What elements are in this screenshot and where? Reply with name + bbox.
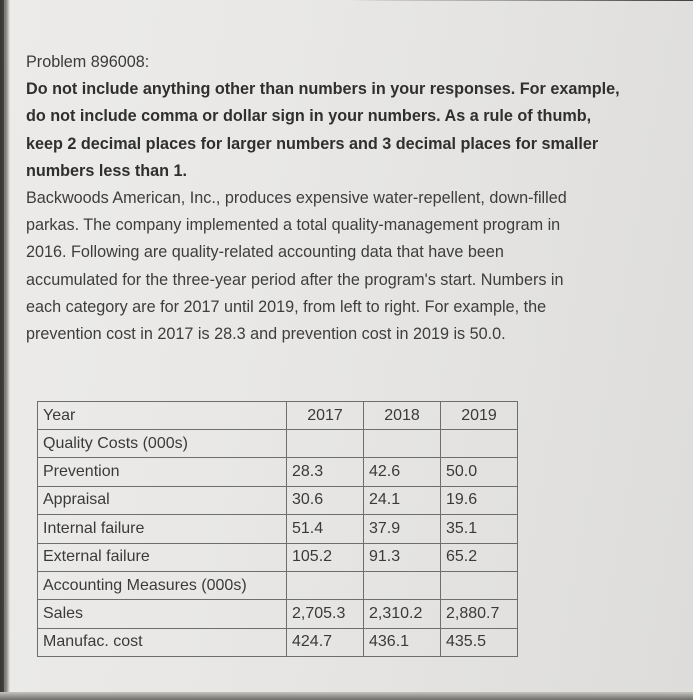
paper-bottom-edge [0, 692, 693, 700]
cell-value: 51.4 [287, 515, 364, 543]
cell-value: 35.1 [441, 515, 518, 543]
table-row [38, 458, 518, 486]
cell-value: 424.7 [287, 628, 364, 656]
row-label: Sales [38, 600, 287, 628]
table-row [38, 600, 518, 628]
table-row [38, 543, 518, 571]
table-row [38, 571, 518, 599]
cell-value [364, 571, 441, 599]
instructions [26, 76, 676, 185]
row-label: Quality Costs (000s) [38, 430, 287, 458]
cell-value: 2,705.3 [287, 600, 364, 628]
instruction-line: do not include comma or dollar sign in your numbers. As a rule of thumb, [26, 107, 592, 126]
cell-value [287, 430, 364, 458]
cell-value: 436.1 [364, 628, 441, 656]
row-label: Manufac. cost [38, 628, 287, 656]
row-label: Prevention [38, 458, 287, 486]
problem-title: Problem 896008: [26, 53, 150, 71]
cell-value [364, 430, 441, 458]
table-row [38, 486, 518, 514]
cell-value [441, 571, 518, 599]
table-header-row [38, 402, 518, 430]
row-label: Internal failure [38, 515, 287, 543]
cell-value: 28.3 [287, 458, 364, 486]
instruction-line: keep 2 decimal places for larger numbers and 3 decimal places for smaller [26, 134, 599, 153]
header-year-2017: 2017 [287, 402, 364, 430]
instruction-line: numbers less than 1. [26, 161, 188, 180]
cell-value: 30.6 [287, 486, 364, 514]
row-label: Accounting Measures (000s) [38, 571, 287, 599]
cell-value [287, 571, 364, 599]
table-row [38, 515, 518, 543]
header-year-label: Year [38, 402, 287, 430]
header-year-2018: 2018 [364, 402, 441, 430]
left-shadow [0, 0, 10, 700]
instruction-line: Do not include anything other than numbers in your responses. For example, [26, 80, 620, 99]
table-row [38, 430, 518, 458]
row-label: Appraisal [38, 486, 287, 514]
quality-cost-table [37, 401, 518, 657]
description-line: each category are for 2017 until 2019, from left to right. For example, the [26, 297, 547, 316]
problem-text [26, 49, 676, 348]
table-row [38, 628, 518, 656]
description-line: Backwoods American, Inc., produces expensive water-repellent, down-filled [26, 189, 567, 208]
cell-value: 50.0 [441, 458, 518, 486]
cell-value: 65.2 [441, 543, 518, 571]
cell-value: 42.6 [364, 458, 441, 486]
description [26, 185, 676, 348]
cell-value: 2,880.7 [441, 600, 518, 628]
cell-value [441, 430, 518, 458]
description-line: accumulated for the three-year period after the program's start. Numbers in [26, 270, 564, 289]
row-label: External failure [38, 543, 287, 571]
description-line: parkas. The company implemented a total quality-management program in [26, 216, 561, 235]
cell-value: 105.2 [287, 543, 364, 571]
cell-value: 91.3 [364, 543, 441, 571]
cell-value: 435.5 [441, 628, 518, 656]
cell-value: 2,310.2 [364, 600, 441, 628]
header-year-2019: 2019 [441, 402, 518, 430]
cell-value: 19.6 [441, 486, 518, 514]
description-line: 2016. Following are quality-related accounting data that have been [26, 243, 504, 262]
cell-value: 37.9 [364, 515, 441, 543]
cell-value: 24.1 [364, 486, 441, 514]
description-line: prevention cost in 2017 is 28.3 and prevention cost in 2019 is 50.0. [26, 325, 506, 344]
